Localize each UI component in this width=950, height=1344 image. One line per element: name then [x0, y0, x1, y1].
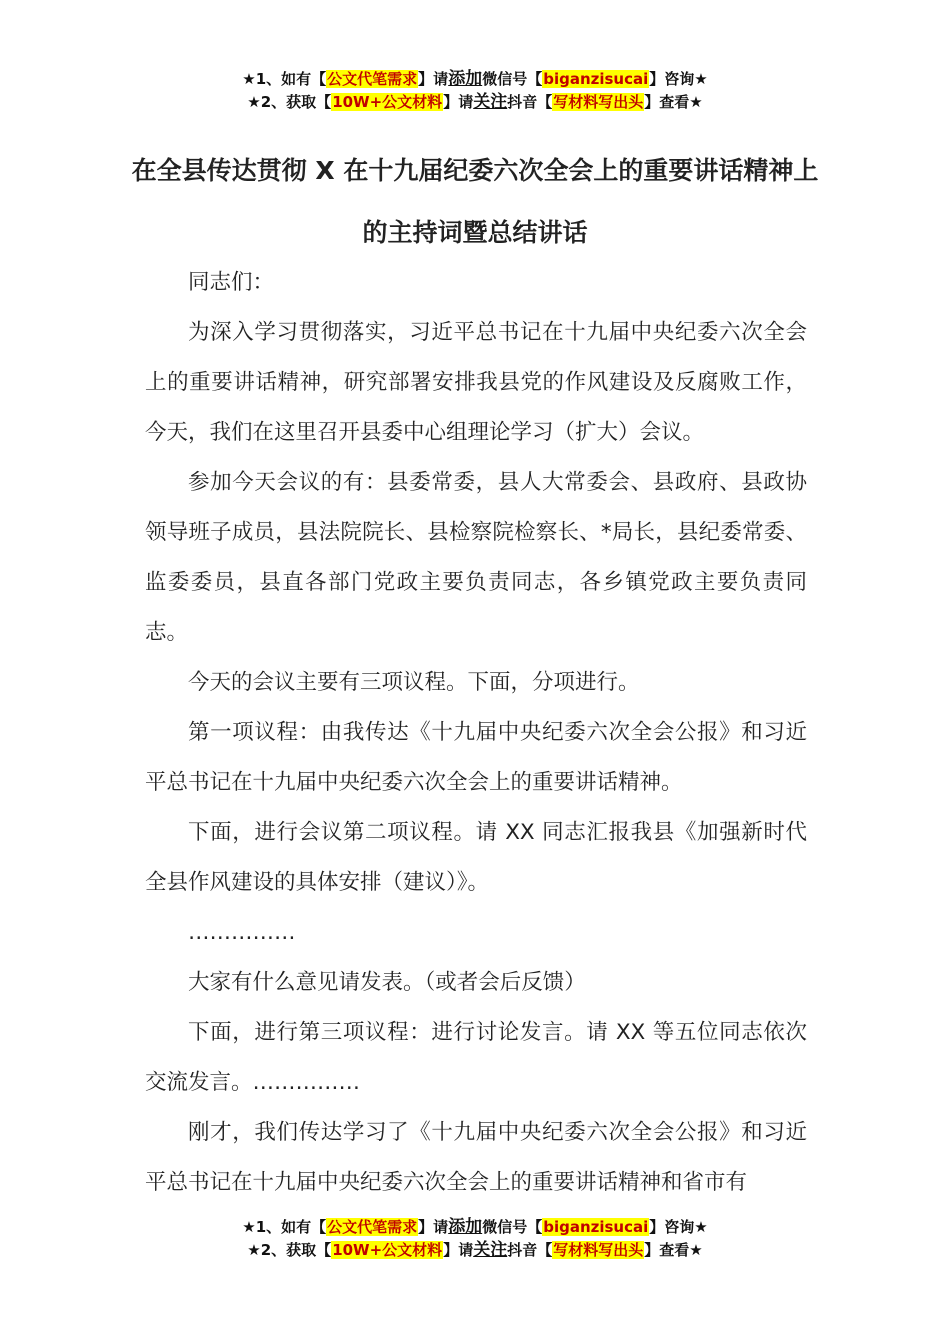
banner-line-2: ★2、获取【10W+公文材料】请关注抖音【写材料写出头】查看★ — [247, 92, 703, 112]
paragraph: 为深入学习贯彻落实，习近平总书记在十九届中央纪委六次全会上的重要讲话精神，研究部署安排我县党的作风建设及反腐败工作，今天，我们在这里召开县委中心组理论学习（扩大）会议。 — [145, 320, 807, 445]
highlight-douyin-id: 写材料写出头 — [553, 1241, 644, 1259]
paragraph: 今天的会议主要有三项议程。下面，分项进行。 — [188, 670, 640, 695]
highlight-service: 公文代笔需求 — [327, 70, 418, 88]
highlight-wechat-id: biganzisucai — [543, 1218, 649, 1236]
footer-banner — [0, 1216, 950, 1262]
paragraph: 第一项议程：由我传达《十九届中央纪委六次全会公报》和习近平总书记在十九届中央纪委六次全会上的重要讲话精神。 — [145, 720, 807, 795]
paragraph: 大家有什么意见请发表。（或者会后反馈） — [188, 970, 586, 995]
paragraph: 参加今天会议的有：县委常委，县人大常委会、县政府、县政协领导班子成员，县法院院长、县检察院检察长、*局长，县纪委常委、监委委员，县直各部门党政主要负责同志，各乡镇党政主要负责同志。 — [145, 470, 807, 645]
paragraph: …………… — [188, 920, 296, 945]
header-banner — [0, 68, 950, 114]
highlight-service: 公文代笔需求 — [327, 1218, 418, 1236]
paragraph: 下面，进行第三项议程：进行讨论发言。请 XX 等五位同志依次交流发言。…………… — [145, 1020, 807, 1095]
paragraph: 同志们： — [188, 270, 275, 295]
banner-line-1: ★1、如有【公文代笔需求】请添加微信号【biganzisucai】咨询★ — [242, 1217, 708, 1237]
document-title: 在全县传达贯彻 X 在十九届纪委六次全会上的重要讲话精神上的主持词暨总结讲话 — [131, 156, 819, 247]
paragraph: 下面，进行会议第二项议程。请 XX 同志汇报我县《加强新时代全县作风建设的具体安排（建议）》。 — [145, 820, 807, 895]
highlight-wechat-id: biganzisucai — [543, 70, 649, 88]
highlight-materials: 10W+公文材料 — [332, 93, 443, 111]
banner-line-1: ★1、如有【公文代笔需求】请添加微信号【biganzisucai】咨询★ — [242, 69, 708, 89]
paragraph: 刚才，我们传达学习了《十九届中央纪委六次全会公报》和习近平总书记在十九届中央纪委六次全会上的重要讲话精神和省市有 — [145, 1120, 807, 1195]
document-body — [145, 258, 807, 1208]
highlight-materials: 10W+公文材料 — [332, 1241, 443, 1259]
highlight-douyin-id: 写材料写出头 — [553, 93, 644, 111]
banner-line-2: ★2、获取【10W+公文材料】请关注抖音【写材料写出头】查看★ — [247, 1240, 703, 1260]
